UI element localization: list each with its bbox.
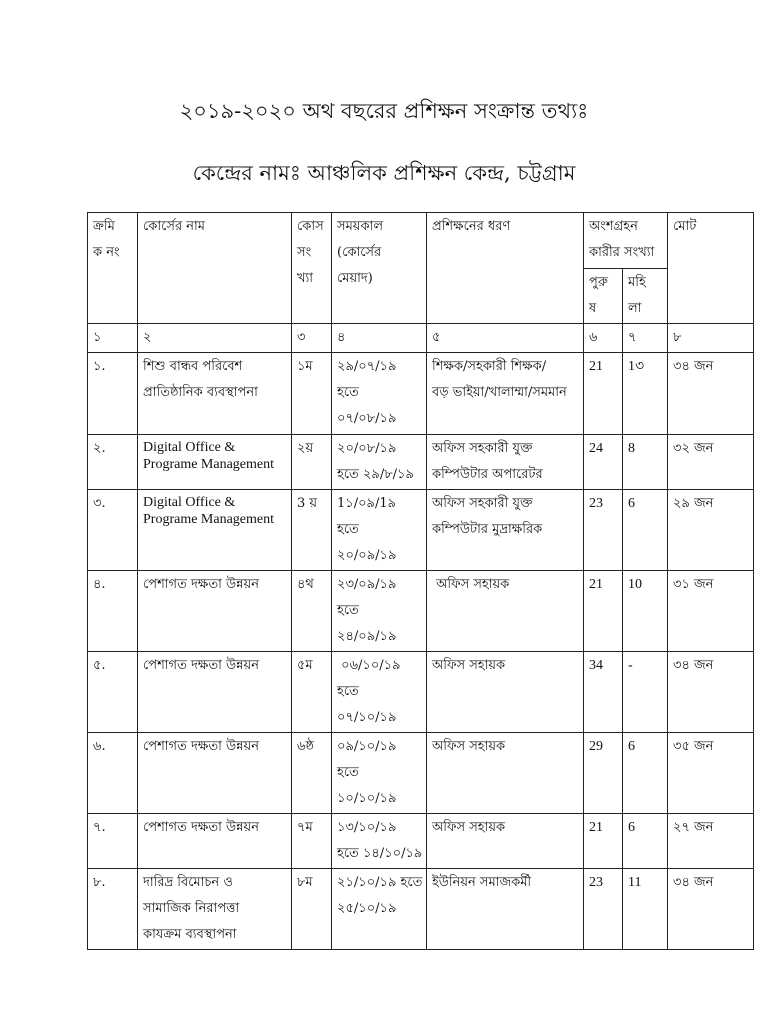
header-course-no-line-1: কোস <box>297 219 324 234</box>
header-total: মোট <box>668 213 754 324</box>
course-name-line: পেশাগত দক্ষতা উন্নয়ন <box>143 658 259 673</box>
duration-line: ০৭/০৮/১৯ <box>337 411 397 426</box>
header-duration-line-1: সময়কাল <box>337 219 384 234</box>
page-title: ২০১৯-২০২০ অথ বছরের প্রশিক্ষন সংক্রান্ত তথ্যঃ <box>179 99 589 123</box>
serial-cell: ৬. <box>88 733 138 814</box>
training-type-cell <box>427 435 584 490</box>
duration-cell <box>332 733 427 814</box>
duration-line: ২১/১০/১৯ হতে <box>337 875 423 890</box>
index-cell: ২ <box>138 324 292 353</box>
course-name-line: পেশাগত দক্ষতা উন্নয়ন <box>143 577 259 592</box>
male-count-cell: 21 <box>584 571 623 652</box>
table-row <box>88 571 754 652</box>
training-type-line: ইউনিয়ন সমাজকর্মী <box>432 875 532 890</box>
duration-line: ২০/০৮/১৯ <box>337 441 397 456</box>
duration-line: ১০/১০/১৯ <box>337 791 397 806</box>
header-course-no-line-3: খ্যা <box>297 271 314 286</box>
table-row <box>88 733 754 814</box>
female-count-cell: 6 <box>623 490 668 571</box>
course-name-cell <box>138 869 292 950</box>
table-row <box>88 869 754 950</box>
index-cell: ৮ <box>668 324 754 353</box>
course-no-cell: ৬ষ্ঠ <box>292 733 332 814</box>
male-count-cell: 23 <box>584 490 623 571</box>
header-participants-line-1: অংশগ্রহন <box>589 219 638 234</box>
course-name-cell <box>138 652 292 733</box>
header-row <box>88 213 754 269</box>
duration-line: ০৯/১০/১৯ <box>337 739 397 754</box>
table-body <box>88 213 754 950</box>
course-name-line: সামাজিক নিরাপত্তা <box>143 901 240 916</box>
female-count-cell: 11 <box>623 869 668 950</box>
course-name-cell <box>138 490 292 571</box>
female-count-cell: 10 <box>623 571 668 652</box>
course-no-cell: ৪থ <box>292 571 332 652</box>
course-name-line: কাযক্রম ব্যবস্থাপনা <box>143 927 237 942</box>
course-no-cell: ২য় <box>292 435 332 490</box>
serial-cell: ৫. <box>88 652 138 733</box>
training-type-line: কম্পিউটার মুদ্রাক্ষরিক <box>432 522 543 537</box>
total-cell: ২৯ জন <box>668 490 754 571</box>
table-row <box>88 435 754 490</box>
table-row <box>88 814 754 869</box>
male-count-cell: 24 <box>584 435 623 490</box>
serial-cell: ১. <box>88 353 138 435</box>
header-training-type: প্রশিক্ষনের ধরণ <box>427 213 584 324</box>
course-name-cell <box>138 571 292 652</box>
header-course-no-line-2: সং <box>297 245 312 260</box>
duration-line: ২৪/০৯/১৯ <box>337 629 397 644</box>
duration-cell <box>332 652 427 733</box>
duration-line: হতে ১৪/১০/১৯ <box>337 846 423 861</box>
male-count-cell: 23 <box>584 869 623 950</box>
training-type-cell <box>427 869 584 950</box>
duration-line: হতে <box>337 684 359 699</box>
header-male-line-1: পুরু <box>589 275 608 290</box>
header-course-no <box>292 213 332 324</box>
duration-line: ০৬/১০/১৯ <box>337 658 401 673</box>
total-cell: ৩৪ জন <box>668 353 754 435</box>
female-count-cell: - <box>623 652 668 733</box>
course-name-text: Digital Office & Programe Management <box>143 440 275 472</box>
course-name-text: Digital Office & Programe Management <box>143 495 275 527</box>
duration-line: ০৭/১০/১৯ <box>337 710 397 725</box>
training-type-cell <box>427 814 584 869</box>
training-type-line: বড় ভাইয়া/খালাম্মা/সমমান <box>432 385 567 400</box>
training-type-line: অফিস সহায়ক <box>432 658 506 673</box>
duration-line: ২৫/১০/১৯ <box>337 901 397 916</box>
header-female-line-2: লা <box>628 301 642 316</box>
serial-cell: ২. <box>88 435 138 490</box>
duration-line: হতে <box>337 765 359 780</box>
course-no-cell: ১ম <box>292 353 332 435</box>
training-type-cell <box>427 490 584 571</box>
course-name-cell <box>138 814 292 869</box>
training-type-cell <box>427 571 584 652</box>
header-duration-line-3: মেয়াদ) <box>337 271 373 286</box>
training-type-line: অফিস সহায়ক <box>432 577 510 592</box>
training-type-line: কম্পিউটার অপারেটর <box>432 467 543 482</box>
total-cell: ৩৪ জন <box>668 869 754 950</box>
duration-line: হতে <box>337 603 359 618</box>
course-name-line: দারিদ্র বিমোচন ও <box>143 875 233 890</box>
header-female-line-1: মহি <box>628 275 646 290</box>
index-row <box>88 324 754 353</box>
header-participants-line-2: কারীর সংখ্যা <box>589 245 655 260</box>
course-name-cell <box>138 353 292 435</box>
duration-cell <box>332 353 427 435</box>
duration-cell <box>332 490 427 571</box>
table-row <box>88 353 754 435</box>
training-type-cell <box>427 652 584 733</box>
header-participants <box>584 213 668 269</box>
course-name-line: প্রাতিষ্ঠানিক ব্যবস্থাপনা <box>143 385 258 400</box>
total-cell: ৩৪ জন <box>668 652 754 733</box>
training-course-table <box>87 212 754 950</box>
index-cell: ৬ <box>584 324 623 353</box>
table-row <box>88 490 754 571</box>
serial-cell: ৩. <box>88 490 138 571</box>
header-duration <box>332 213 427 324</box>
duration-line: হতে <box>337 385 359 400</box>
duration-line: ২০/০৯/১৯ <box>337 548 397 563</box>
center-name-heading: কেন্দ্রের নামঃ আঞ্চলিক প্রশিক্ষন কেন্দ্র, চট্টগ্রাম <box>192 161 576 185</box>
duration-cell <box>332 869 427 950</box>
header-serial-line-1: ক্রমি <box>93 219 115 234</box>
training-type-line: অফিস সহায়ক <box>432 739 506 754</box>
header-male <box>584 269 623 324</box>
header-male-line-2: ষ <box>589 301 597 316</box>
serial-cell: ৮. <box>88 869 138 950</box>
index-cell: ৪ <box>332 324 427 353</box>
course-no-cell: 3 য় <box>292 490 332 571</box>
training-type-line: অফিস সহায়ক <box>432 820 506 835</box>
duration-cell <box>332 571 427 652</box>
course-no-cell: ৫ম <box>292 652 332 733</box>
duration-line: ২৯/০৭/১৯ <box>337 359 397 374</box>
index-cell: ৩ <box>292 324 332 353</box>
male-count-cell: 21 <box>584 353 623 435</box>
total-cell: ৩১ জন <box>668 571 754 652</box>
index-cell: ৭ <box>623 324 668 353</box>
duration-line: 1১/০৯/1৯ <box>337 496 397 511</box>
course-no-cell: ৮ম <box>292 869 332 950</box>
table-row <box>88 652 754 733</box>
training-type-line: অফিস সহকারী যুক্ত <box>432 496 533 511</box>
course-name-line: পেশাগত দক্ষতা উন্নয়ন <box>143 820 259 835</box>
female-count-cell: 8 <box>623 435 668 490</box>
total-cell: ৩২ জন <box>668 435 754 490</box>
duration-cell <box>332 435 427 490</box>
female-count-cell: 6 <box>623 733 668 814</box>
index-cell: ৫ <box>427 324 584 353</box>
duration-cell <box>332 814 427 869</box>
index-cell: ১ <box>88 324 138 353</box>
header-duration-line-2: (কোর্সের <box>337 245 382 260</box>
total-cell: ৩৫ জন <box>668 733 754 814</box>
male-count-cell: 34 <box>584 652 623 733</box>
training-type-cell <box>427 353 584 435</box>
course-name-cell <box>138 733 292 814</box>
header-course-name: কোর্সের নাম <box>138 213 292 324</box>
serial-cell: ৪. <box>88 571 138 652</box>
course-name-line: শিশু বান্ধব পরিবেশ <box>143 359 243 374</box>
course-name-cell <box>138 435 292 490</box>
serial-cell: ৭. <box>88 814 138 869</box>
header-serial-line-2: ক নং <box>93 245 120 260</box>
male-count-cell: 29 <box>584 733 623 814</box>
header-serial <box>88 213 138 324</box>
duration-line: ২৩/০৯/১৯ <box>337 577 397 592</box>
training-type-line: অফিস সহকারী যুক্ত <box>432 441 533 456</box>
duration-line: হতে <box>337 522 359 537</box>
female-count-cell: 1৩ <box>623 353 668 435</box>
course-no-cell: ৭ম <box>292 814 332 869</box>
total-cell: ২৭ জন <box>668 814 754 869</box>
course-name-line: পেশাগত দক্ষতা উন্নয়ন <box>143 739 259 754</box>
duration-line: ১৩/১০/১৯ <box>337 820 397 835</box>
male-count-cell: 21 <box>584 814 623 869</box>
training-type-cell <box>427 733 584 814</box>
female-count-cell: 6 <box>623 814 668 869</box>
duration-line: হতে ২৯/৮/১৯ <box>337 467 414 482</box>
training-type-line: শিক্ষক/সহকারী শিক্ষক/ <box>432 359 547 374</box>
header-female <box>623 269 668 324</box>
